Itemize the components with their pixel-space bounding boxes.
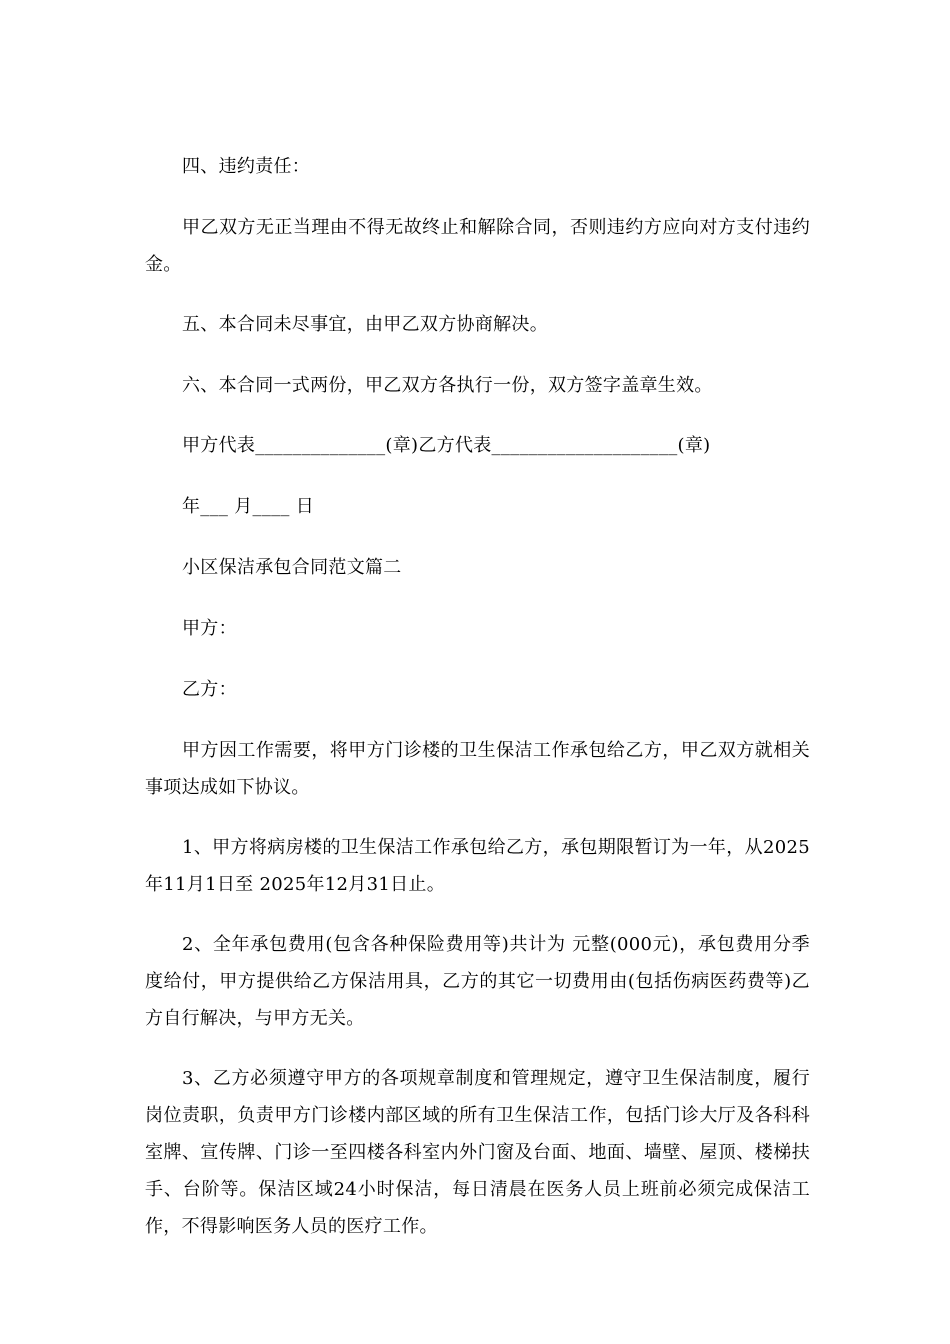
party-a-label: 甲方： [182,618,237,639]
paragraph-clause-five: 五、本合同未尽事宜，由甲乙双方协商解决。 [182,314,548,335]
signature-line: 甲方代表______________(章)乙方代表____________________(章) [182,435,711,456]
date-line: 年___ 月____ 日 [182,496,315,517]
paragraph-breach-clause: 甲乙双方无正当理由不得无故终止和解除合同，否则违约方应向对方支付违约金。 [145,217,810,275]
section-heading-breach-liability: 四、违约责任： [182,156,311,177]
paragraph-item-1: 1、甲方将病房楼的卫生保洁工作承包给乙方，承包期限暂订为一年，从2025年11月1日至 2025年12月31日止。 [145,837,810,895]
paragraph-item-3: 3、乙方必须遵守甲方的各项规章制度和管理规定，遵守卫生保洁制度，履行岗位责职，负责甲方门诊楼内部区域的所有卫生保洁工作，包括门诊大厅及各科科室牌、宣传牌、门诊一至四楼各科室内外门窗及台面、地面、墙壁、屋顶、楼梯扶手、台阶等。保洁区域24小时保洁，每日清晨在医务人员上班前必须完成保洁工作，不得影响医务人员的医疗工作。 [145,1068,810,1237]
paragraph-intro: 甲方因工作需要，将甲方门诊楼的卫生保洁工作承包给乙方，甲乙双方就相关事项达成如下协议。 [145,740,810,798]
paragraph-item-2: 2、全年承包费用(包含各种保险费用等)共计为 元整(000元)，承包费用分季度给付，甲方提供给乙方保洁用具，乙方的其它一切费用由(包括伤病医药费等)乙方自行解决，与甲方无关。 [145,934,810,1029]
paragraph-clause-six: 六、本合同一式两份，甲乙双方各执行一份，双方签字盖章生效。 [182,375,713,396]
party-b-label: 乙方： [182,679,237,700]
section-title-part-two: 小区保洁承包合同范文篇二 [182,557,402,578]
